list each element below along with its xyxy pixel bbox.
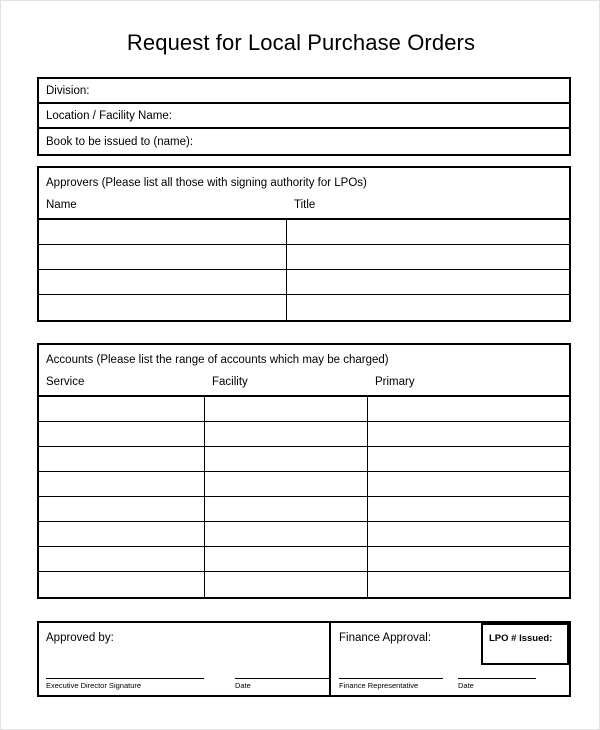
accounts-cell[interactable] [39,422,205,446]
finance-representative-line[interactable] [339,678,443,679]
executive-date-caption: Date [235,681,251,690]
approval-left-pane [39,623,331,695]
table-row [39,447,569,472]
table-row [39,522,569,547]
accounts-cell[interactable] [205,472,368,496]
lpo-issued-box[interactable] [481,623,569,665]
accounts-cell[interactable] [205,397,368,421]
table-row [39,270,569,295]
approvers-grid [39,218,569,320]
approvers-column-header-title: Title [294,199,316,211]
accounts-column-headers [39,367,569,395]
table-row [39,472,569,497]
finance-date-line[interactable] [458,678,536,679]
accounts-cell[interactable] [205,422,368,446]
approvers-caption: Approvers (Please list all those with signing authority for LPOs) [46,177,367,189]
accounts-cell[interactable] [39,547,205,571]
approvers-cell[interactable] [39,295,287,320]
field-label-book-issued-to: Book to be issued to (name): [46,135,194,148]
approvers-column-headers [39,190,569,218]
accounts-cell[interactable] [368,572,569,597]
approvers-cell[interactable] [287,245,569,269]
approvers-cell[interactable] [39,270,287,294]
accounts-cell[interactable] [368,522,569,546]
table-row [39,547,569,572]
header-info-block [37,77,571,156]
approvers-cell[interactable] [39,245,287,269]
field-row-book-issued-to[interactable] [39,129,569,154]
field-label-location-facility-name: Location / Facility Name: [46,109,172,122]
executive-signature-line[interactable] [46,678,204,679]
executive-signature-caption: Executive Director Signature [46,681,142,690]
approvers-cell[interactable] [39,220,287,244]
table-row [39,295,569,320]
accounts-column-header-primary: Primary [375,376,415,388]
accounts-cell[interactable] [39,572,205,597]
accounts-cell[interactable] [205,497,368,521]
table-row [39,245,569,270]
lpo-issued-label: LPO # Issued: [489,633,553,644]
accounts-cell[interactable] [368,422,569,446]
approvers-block [37,166,571,322]
approved-by-label: Approved by: [46,632,114,644]
field-row-location-facility-name[interactable] [39,104,569,129]
accounts-cell[interactable] [39,472,205,496]
accounts-grid [39,395,569,597]
table-row [39,397,569,422]
table-row [39,422,569,447]
accounts-cell[interactable] [368,497,569,521]
accounts-cell[interactable] [39,447,205,471]
page-title: Request for Local Purchase Orders [126,30,476,55]
accounts-cell[interactable] [205,522,368,546]
accounts-block [37,343,571,599]
accounts-cell[interactable] [368,447,569,471]
executive-date-line[interactable] [235,678,329,679]
approval-block [37,621,571,697]
accounts-cell[interactable] [205,572,368,597]
accounts-cell[interactable] [368,547,569,571]
accounts-cell[interactable] [39,497,205,521]
accounts-cell[interactable] [39,522,205,546]
accounts-cell[interactable] [368,472,569,496]
approvers-cell[interactable] [287,295,569,320]
accounts-cell[interactable] [39,397,205,421]
table-row [39,220,569,245]
accounts-column-header-facility: Facility [212,376,248,388]
approvers-cell[interactable] [287,220,569,244]
field-row-division[interactable] [39,79,569,104]
accounts-column-header-service: Service [46,376,85,388]
approval-right-pane [331,623,569,695]
finance-approval-label: Finance Approval: [339,632,432,644]
field-label-division: Division: [46,84,90,97]
accounts-cell[interactable] [368,397,569,421]
accounts-caption: Accounts (Please list the range of accounts which may be charged) [46,354,389,366]
approvers-column-header-name: Name [46,199,77,211]
finance-representative-caption: Finance Representative [339,681,419,690]
finance-date-caption: Date [458,681,474,690]
table-row [39,572,569,597]
approvers-cell[interactable] [287,270,569,294]
accounts-cell[interactable] [205,447,368,471]
accounts-cell[interactable] [205,547,368,571]
table-row [39,497,569,522]
